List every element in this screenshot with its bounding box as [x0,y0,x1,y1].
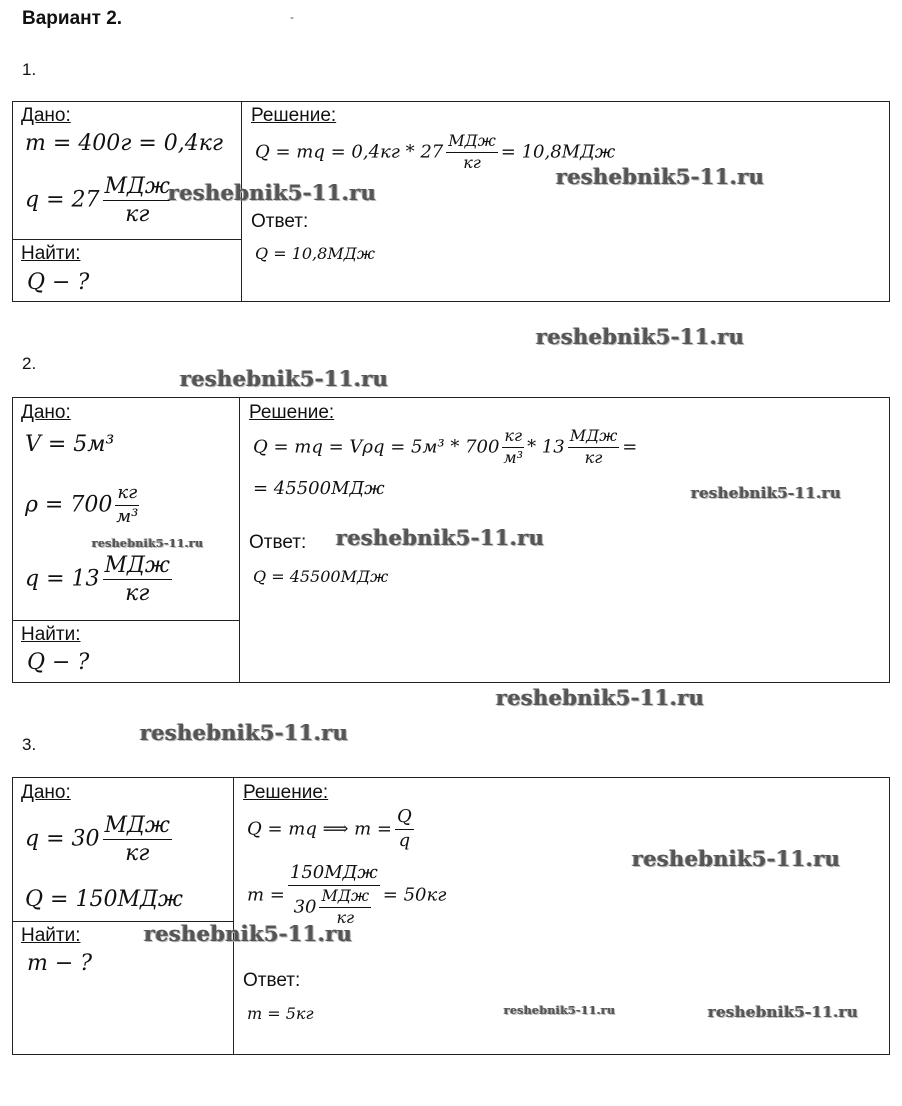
given-specific-heat [25,814,175,865]
solution-equals: = [622,436,638,458]
solution-prefix: Q = mq = 0,4кг * 27 [255,141,444,163]
given-density [25,484,142,527]
find-value: m − ? [27,951,93,976]
nested-denominator: кг [336,907,355,927]
fraction-denominator: кг [125,202,150,228]
solution-result: = 45500МДж [253,478,385,499]
task-number-2: 2. [22,354,37,373]
watermark: reshebnik5-11.ru [144,921,353,946]
fraction-denominator: кг [125,581,150,607]
given-q-prefix: q = 13 [25,566,100,592]
find-label: Найти: [21,925,81,946]
solution-result: = 10,8МДж [500,141,616,163]
answer-value: Q = 10,8МДж [255,244,375,263]
dash-mark: - [290,10,294,24]
watermark: reshebnik5-11.ru [691,484,842,502]
task-number-3: 3. [22,735,37,754]
solution-middle: * 13 [527,436,565,458]
column-divider [239,398,240,682]
fraction-numerator: 150МДж [288,864,380,886]
given-label: Дано: [21,402,71,423]
fraction-numerator: МДж [103,814,172,840]
fraction-denominator: кг [463,152,481,172]
watermark: reshebnik5-11.ru [536,324,745,349]
given-label: Дано: [21,782,71,803]
watermark: reshebnik5-11.ru [504,1004,616,1017]
solution-result: = 50кг [382,884,447,906]
solution-label: Решение: [249,402,335,423]
find-value: Q − ? [27,650,90,675]
solution-formula [253,428,637,467]
fraction-denominator: кг [584,447,603,467]
solution-formula-2 [247,864,446,926]
find-value: Q − ? [27,270,90,295]
nested-numerator: МДж [319,888,371,908]
given-mass: m = 400г = 0,4кг [25,131,224,156]
fraction-numerator: МДж [446,133,498,153]
fraction-denominator: м³ [116,505,139,527]
watermark: reshebnik5-11.ru [632,846,841,871]
column-divider [233,778,234,1054]
fraction-numerator: кг [502,428,524,448]
solution-label: Решение: [251,105,337,126]
given-q-prefix: q = 27 [25,187,100,213]
solution-label: Решение: [243,782,329,803]
solution-prefix: Q = mq ⟹ m = [247,818,392,840]
answer-value: Q = 45500МДж [253,567,389,586]
given-label: Дано: [21,105,71,126]
given-volume: V = 5м³ [25,432,115,457]
given-heat: Q = 150МДж [25,887,183,912]
fraction-numerator: МДж [568,428,620,448]
answer-label: Ответ: [251,211,309,232]
given-specific-heat [25,175,175,226]
solution-formula-1 [247,808,417,851]
fraction-numerator: МДж [103,175,172,201]
watermark: reshebnik5-11.ru [336,525,545,550]
answer-value: m = 5кг [247,1004,314,1023]
fraction-numerator: кг [115,484,139,506]
row-divider [13,620,239,621]
watermark: reshebnik5-11.ru [556,164,765,189]
denominator-prefix: 30 [293,896,317,918]
fraction-denominator: кг [125,841,150,867]
watermark: reshebnik5-11.ru [168,180,377,205]
watermark: reshebnik5-11.ru [496,685,705,710]
watermark: reshebnik5-11.ru [92,537,204,550]
variant-title: Вариант 2. [22,8,123,29]
given-specific-heat [25,554,175,605]
given-rho-prefix: ρ = 700 [25,492,113,518]
find-label: Найти: [21,243,81,264]
watermark: reshebnik5-11.ru [140,720,349,745]
fraction-numerator: МДж [103,554,172,580]
watermark: reshebnik5-11.ru [708,1003,859,1021]
given-q-prefix: q = 30 [25,826,100,852]
task-1-table [12,101,890,302]
find-label: Найти: [21,624,81,645]
fraction-numerator: Q [395,808,414,830]
solution-prefix: m = [247,884,285,906]
row-divider [13,239,241,240]
solution-prefix: Q = mq = Vρq = 5м³ * 700 [253,436,500,458]
watermark: reshebnik5-11.ru [180,366,389,391]
answer-label: Ответ: [243,970,301,991]
fraction-denominator: м³ [503,447,524,467]
answer-label: Ответ: [249,532,307,553]
fraction-denominator: q [398,829,411,851]
task-number-1: 1. [22,60,37,79]
